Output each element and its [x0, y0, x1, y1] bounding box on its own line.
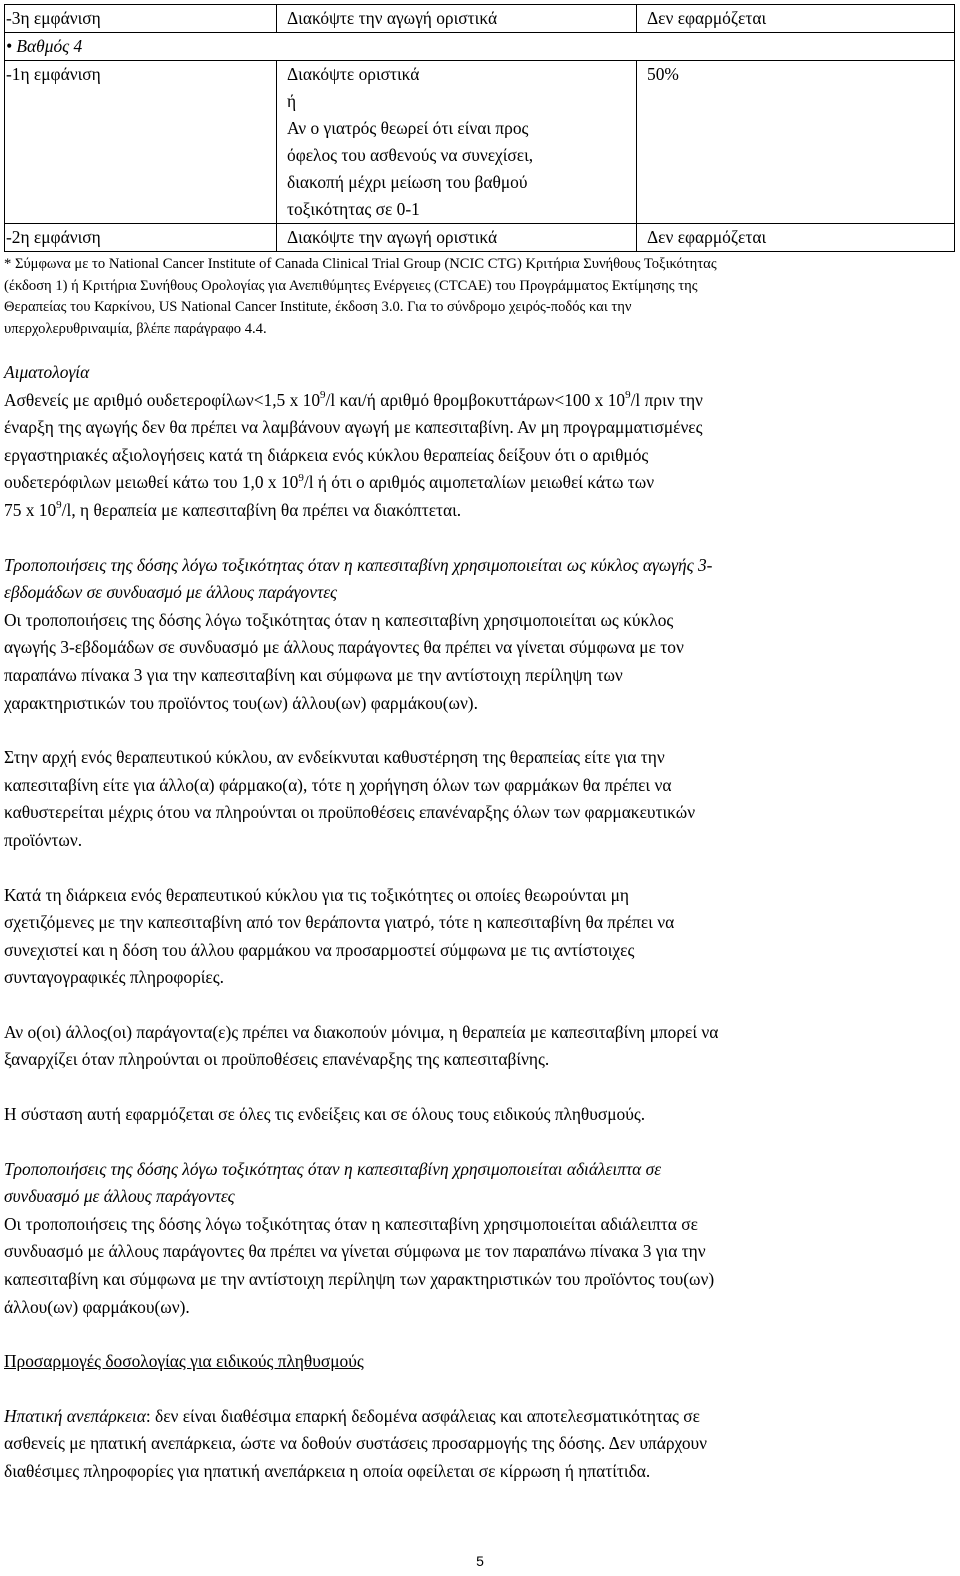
- hepatic-section: [4, 1403, 955, 1486]
- grade-heading: • Βαθμός 4: [5, 33, 955, 61]
- text-line: ουδετερόφιλων μειωθεί κάτω του 1,0 x $10^9/l$ ή ότι ο αριθμός αιμοπεταλίων μειωθεί κάτω των: [4, 471, 655, 493]
- hepatic-label: Ηπατική ανεπάρκεια: [4, 1405, 146, 1426]
- footnote-line: * Σύμφωνα με το National Cancer Institute of Canada Clinical Trial Group (NCIC CTG) Κριτήρια Συνήθους Τοξικότητας: [4, 256, 717, 272]
- page-number: 5: [476, 1553, 484, 1569]
- text-line: 75 x $10^9/l$, η θεραπεία με καπεσιταβίνη θα πρέπει να διακόπτεται.: [4, 499, 462, 520]
- text-line: ασθενείς με ηπατική ανεπάρκεια, ώστε να δοθούν συστάσεις προσαρμογής της δόσης. Δεν υπάρχουν: [4, 1433, 708, 1454]
- paragraph: [4, 744, 955, 854]
- text-line: διαθέσιμες πληροφορίες για ηπατική ανεπάρκεια η οποία οφείλεται σε κίρρωση ή ηπατίτιδα.: [4, 1461, 651, 1481]
- footnote-line: Θεραπείας του Καρκίνου, US National Cancer Institute, έκδοση 3.0. Για το σύνδρομο χειρός-ποδός και την: [4, 299, 632, 315]
- text-line: Στην αρχή ενός θεραπευτικού κύκλου, αν ενδείκνυται καθυστέρηση της θεραπείας είτε για την: [4, 747, 665, 768]
- paragraph: [4, 1101, 955, 1129]
- text-line: προϊόντων.: [4, 829, 83, 850]
- section-heading-line: εβδομάδων σε συνδυασμό με άλλους παράγοντες: [4, 582, 338, 603]
- cell-line: διακοπή μέχρι μείωση του βαθμού: [287, 172, 528, 192]
- text-line: Ασθενείς με αριθμό ουδετεροφίλων<1,5 x $10^9/l$ και/ή αριθμό θρομβοκυττάρων<100 x $10^9/l$ πριν την: [4, 388, 703, 410]
- table-cell: [277, 61, 637, 224]
- cell-line: τοξικότητας σε 0-1: [287, 199, 420, 219]
- text-line: Αν ο(οι) άλλος(οι) παράγοντα(ε)ς πρέπει να διακοπούν μόνιμα, η θεραπεία με καπεσιταβίνη μπορεί να: [4, 1021, 719, 1042]
- text-line: παραπάνω πίνακα 3 για την καπεσιταβίνη και σύμφωνα με την αντίστοιχη περίληψη των: [4, 664, 623, 685]
- combination-3week-section: [4, 552, 955, 718]
- text-line: αγωγής 3-εβδομάδων σε συνδυασμό με άλλους παράγοντες θα πρέπει να γίνεται σύμφωνα με τον: [4, 637, 684, 658]
- hematology-section: [4, 359, 955, 525]
- table-cell: 50%: [637, 61, 955, 224]
- section-heading-line: Τροποποιήσεις της δόσης λόγω τοξικότητας όταν η καπεσιταβίνη χρησιμοποιείται ως κύκλος αγωγής 3-: [4, 554, 713, 575]
- section-heading-line: συνδυασμό με άλλους παράγοντες: [4, 1186, 235, 1207]
- table-row: [5, 5, 955, 33]
- text-line: Ηπατική ανεπάρκεια: δεν είναι διαθέσιμα επαρκή δεδομένα ασφάλειας και αποτελεσματικότητας σε: [4, 1405, 700, 1426]
- table-cell: -2η εμφάνιση: [5, 224, 277, 252]
- cell-line: Διακόψτε οριστικά: [287, 64, 420, 84]
- text-line: Οι τροποποιήσεις της δόσης λόγω τοξικότητας όταν η καπεσιταβίνη χρησιμοποιείται ως κύκλος: [4, 609, 674, 630]
- cell-line: όφελος του ασθενούς να συνεχίσει,: [287, 145, 534, 165]
- table-cell: -1η εμφάνιση: [5, 61, 277, 224]
- cell-line: Αν ο γιατρός θεωρεί ότι είναι προς: [287, 118, 529, 138]
- table-cell: Δεν εφαρμόζεται: [637, 5, 955, 33]
- special-populations-heading: Προσαρμογές δοσολογίας για ειδικούς πληθυσμούς: [4, 1351, 364, 1372]
- text-line: συνδυασμό με άλλους παράγοντες θα πρέπει να γίνεται σύμφωνα με τον παραπάνω πίνακα 3 για την: [4, 1241, 706, 1262]
- text-line: άλλου(ων) φαρμάκου(ων).: [4, 1296, 190, 1317]
- text-line: χαρακτηριστικών του προϊόντος του(ων) άλλου(ων) φαρμάκου(ων).: [4, 692, 478, 713]
- text-line: Κατά τη διάρκεια ενός θεραπευτικού κύκλου για τις τοξικότητες οι οποίες θεωρούνται μη: [4, 884, 630, 905]
- document-page: [4, 4, 955, 1486]
- table-cell: Διακόψτε την αγωγή οριστικά: [277, 5, 637, 33]
- table-row: [5, 61, 955, 224]
- footnote-line: (έκδοση 1) ή Κριτήρια Συνήθους Ορολογίας για Ανεπιθύμητες Ενέργειες (CTCAE) του Προγράμματος Εκτίμησης της: [4, 277, 698, 294]
- text-line: καπεσιταβίνη είτε για άλλο(α) φάρμακο(α), τότε η χορήγηση όλων των φαρμάκων θα πρέπει να: [4, 774, 672, 795]
- table-cell: Δεν εφαρμόζεται: [637, 224, 955, 252]
- section-heading: Αιματολογία: [4, 362, 90, 382]
- text-line: καπεσιταβίνη και σύμφωνα με την αντίστοιχη περίληψη των χαρακτηριστικών του προϊόντος του(ων): [4, 1269, 715, 1290]
- table-row: [5, 224, 955, 252]
- text-line: ξαναρχίζει όταν πληρούνται οι προϋποθέσεις επανέναρξης της καπεσιταβίνης.: [4, 1049, 550, 1070]
- text-line: έναρξη της αγωγής δεν θα πρέπει να λαμβάνουν αγωγή με καπεσιταβίνη. Αν μη προγραμματισμένες: [4, 417, 703, 438]
- paragraph: [4, 882, 955, 992]
- text-line: εργαστηριακές αξιολογήσεις κατά τη διάρκεια ενός κύκλου θεραπείας δείξουν ότι ο αριθμός: [4, 444, 649, 465]
- cell-line: ή: [287, 91, 297, 111]
- footnote-line: υπερχολερυθριναιμία, βλέπε παράγραφο 4.4.: [4, 320, 267, 337]
- table-footnote: [4, 254, 955, 340]
- text-line: συνεχιστεί και η δόση του άλλου φαρμάκου να προσαρμοστεί σύμφωνα με τις αντίστοιχες: [4, 939, 635, 960]
- toxicity-table: [4, 4, 955, 252]
- text-line: συνταγογραφικές πληροφορίες.: [4, 967, 224, 988]
- text-line: Η σύσταση αυτή εφαρμόζεται σε όλες τις ενδείξεις και σε όλους τους ειδικούς πληθυσμούς.: [4, 1104, 646, 1125]
- table-row: [5, 33, 955, 61]
- table-cell: Διακόψτε την αγωγή οριστικά: [277, 224, 637, 252]
- section-heading-line: Τροποποιήσεις της δόσης λόγω τοξικότητας όταν η καπεσιταβίνη χρησιμοποιείται αδιάλειπτα σε: [4, 1158, 662, 1179]
- paragraph: [4, 1019, 955, 1074]
- text-line: Οι τροποποιήσεις της δόσης λόγω τοξικότητας όταν η καπεσιταβίνη χρησιμοποιείται αδιάλειπτα σε: [4, 1213, 698, 1234]
- table-cell: -3η εμφάνιση: [5, 5, 277, 33]
- text-line: σχετιζόμενες με την καπεσιταβίνη από τον θεράποντα γιατρό, τότε η καπεσιταβίνη θα πρέπει να: [4, 912, 675, 933]
- combination-continuous-section: [4, 1156, 955, 1322]
- text-line: καθυστερείται μέχρις ότου να πληρούνται οι προϋποθέσεις επανέναρξης όλων των φαρμακευτικών: [4, 802, 696, 823]
